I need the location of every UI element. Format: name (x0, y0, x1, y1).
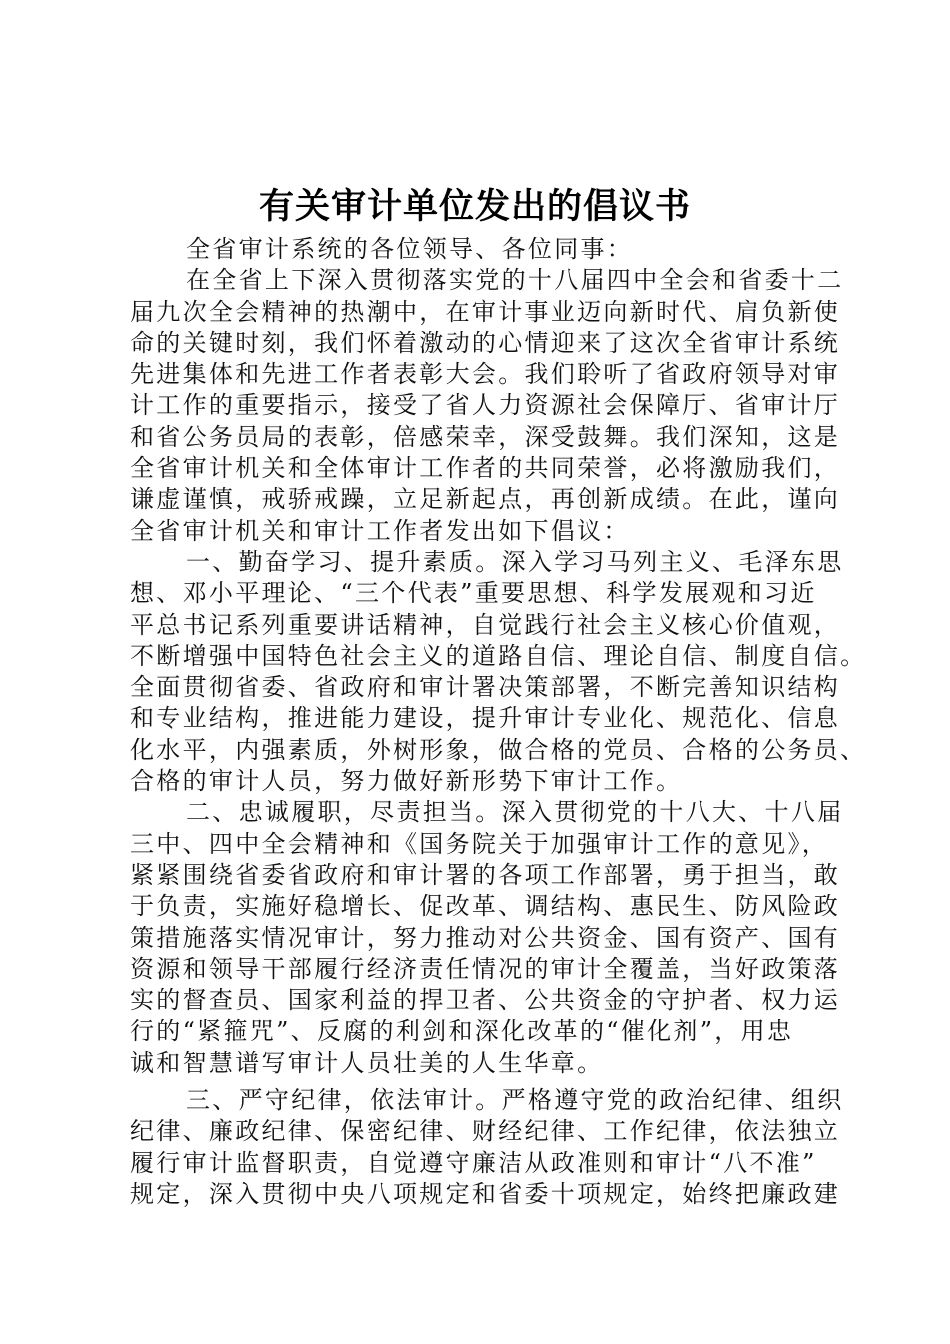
body-line: 资源和领导干部履行经济责任情况的审计全覆盖，当好政策落 (130, 954, 841, 983)
body-line: 一、勤奋学习、提升素质。深入学习马列主义、毛泽东思 (186, 547, 844, 576)
body-line: 谦虚谨慎，戒骄戒躁，立足新起点，再创新成绩。在此，谨向 (130, 485, 841, 514)
body-line: 三、严守纪律，依法审计。严格遵守党的政治纪律、组织 (186, 1086, 844, 1115)
body-line: 策措施落实情况审计，努力推动对公共资金、国有资产、国有 (130, 923, 841, 952)
body-line: 履行审计监督职责，自觉遵守廉洁从政准则和审计“八不准” (130, 1148, 817, 1177)
body-line: 不断增强中国特色社会主义的道路自信、理论自信、制度自信。 (130, 641, 867, 670)
body-line: 紧紧围绕省委省政府和审计署的各项工作部署，勇于担当，敢 (130, 860, 841, 889)
body-line: 三中、四中全会精神和《国务院关于加强审计工作的意见》， (130, 829, 829, 858)
body-line: 化水平，内强素质，外树形象，做合格的党员、合格的公务员、 (130, 735, 867, 764)
body-line: 想、邓小平理论、“三个代表”重要思想、科学发展观和习近 (130, 579, 817, 608)
body-line: 和省公务员局的表彰，倍感荣幸，深受鼓舞。我们深知，这是 (130, 422, 841, 451)
body-line: 行的“紧箍咒”、反腐的利剑和深化改革的“催化剂”，用忠 (130, 1017, 794, 1046)
body-line: 于负责，实施好稳增长、促改革、调结构、惠民生、防风险政 (130, 892, 841, 921)
body-line: 在全省上下深入贯彻落实党的十八届四中全会和省委十二 (186, 266, 844, 295)
body-line: 届九次全会精神的热潮中，在审计事业迈向新时代、肩负新使 (130, 297, 841, 326)
document-title: 有关审计单位发出的倡议书 (258, 187, 691, 227)
body-line: 全省审计机关和审计工作者发出如下倡议： (130, 516, 630, 545)
body-line: 平总书记系列重要讲话精神，自觉践行社会主义核心价值观， (130, 610, 841, 639)
body-line: 和专业结构，推进能力建设，提升审计专业化、规范化、信息 (130, 704, 841, 733)
document-body (130, 234, 867, 1210)
body-line: 诚和智慧谱写审计人员壮美的人生华章。 (130, 1048, 604, 1077)
body-line: 全省审计机关和全体审计工作者的共同荣誉，必将激励我们， (130, 454, 841, 483)
body-line: 合格的审计人员，努力做好新形势下审计工作。 (130, 767, 683, 796)
salutation-line: 全省审计系统的各位领导、各位同事： (186, 235, 634, 263)
body-line: 二、忠诚履职，尽责担当。深入贯彻党的十八大、十八届 (186, 798, 844, 827)
body-line: 命的关键时刻，我们怀着激动的心情迎来了这次全省审计系统 (130, 328, 841, 357)
body-line: 计工作的重要指示，接受了省人力资源社会保障厅、省审计厅 (130, 391, 841, 420)
body-line: 规定，深入贯彻中央八项规定和省委十项规定，始终把廉政建 (130, 1179, 841, 1208)
body-line: 全面贯彻省委、省政府和审计署决策部署，不断完善知识结构 (130, 673, 841, 702)
body-line: 纪律、廉政纪律、保密纪律、财经纪律、工作纪律，依法独立 (130, 1117, 841, 1146)
body-line: 先进集体和先进工作者表彰大会。我们聆听了省政府领导对审 (130, 360, 841, 389)
body-line: 实的督查员、国家利益的捍卫者、公共资金的守护者、权力运 (130, 986, 841, 1015)
